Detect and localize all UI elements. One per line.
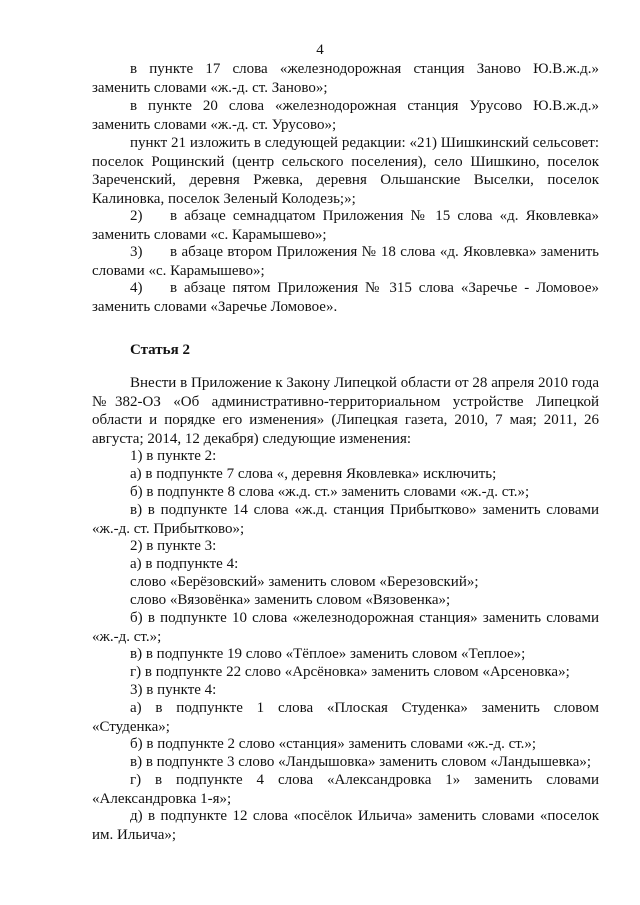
article-heading: Статья 2 xyxy=(130,342,190,358)
item-text: в абзаце втором Приложения № 18 слова «д. Яковлевка» заменить словами «с. Карамышево»; xyxy=(92,244,599,279)
list-item: а) в подпункте 1 слова «Плоская Студенка» заменить словом «Студенка»; xyxy=(92,700,599,735)
numbered-item-2 xyxy=(92,207,599,244)
page-number: 4 xyxy=(316,42,324,58)
list-item: 1) в пункте 2: xyxy=(130,448,217,464)
list-item: б) в подпункте 2 слово «станция» заменить словами «ж.-д. ст.»; xyxy=(130,736,537,752)
item-text: в абзаце пятом Приложения № 315 слова «Заречье - Ломовое» заменить словами «Заречье Ломовое». xyxy=(92,280,599,315)
list-item: 3) в пункте 4: xyxy=(130,682,217,698)
paragraph-point-20: в пункте 20 слова «железнодорожная станция Урусово Ю.В.ж.д.» заменить словами «ж.-д. ст. Урусово»; xyxy=(92,98,599,133)
paragraph-point-17: в пункте 17 слова «железнодорожная станция Заново Ю.В.ж.д.» заменить словами «ж.-д. ст. Заново»; xyxy=(92,61,599,96)
list-item: слово «Берёзовский» заменить словом «Березовский»; xyxy=(130,574,479,590)
list-item: в) в подпункте 14 слова «ж.д. станция Прибытково» заменить словами «ж.-д. ст. Прибытково»; xyxy=(92,502,599,537)
paragraph-point-21: пункт 21 изложить в следующей редакции: «21) Шишкинский сельсовет: поселок Рощинский (центр сельского поселения), село Шишкино, поселок Зареченский, деревня Ржевка, деревня Ольшанские Выселки, поселок Калиновка, поселок Зеленый Колодезь;»; xyxy=(92,135,599,207)
list-item: г) в подпункте 4 слова «Александровка 1» заменить словами «Александровка 1-я»; xyxy=(92,772,599,807)
item-text: в абзаце семнадцатом Приложения № 15 слова «д. Яковлевка» заменить словами «с. Карамышево»; xyxy=(92,208,599,243)
list-item: б) в подпункте 10 слова «железнодорожная станция» заменить словами «ж.-д. ст.»; xyxy=(92,610,599,645)
list-item: б) в подпункте 8 слова «ж.д. ст.» заменить словами «ж.-д. ст.»; xyxy=(130,484,530,500)
numbered-item-4 xyxy=(92,279,599,316)
list-item: г) в подпункте 22 слово «Арсёновка» заменить словом «Арсеновка»; xyxy=(130,664,570,680)
list-item: а) в подпункте 7 слова «, деревня Яковлевка» исключить; xyxy=(130,466,497,482)
item-number: 2) xyxy=(130,208,143,224)
article-intro: Внести в Приложение к Закону Липецкой области от 28 апреля 2010 года №382-ОЗ «Об административно-территориальном устройстве Липецкой области и порядке его изменения» (Липецкая газета, 2010, 7 мая; 2011, 26 августа; 2014, 12 декабря) следующие изменения: xyxy=(92,375,599,447)
list-item: а) в подпункте 4: xyxy=(130,556,239,572)
list-item: д) в подпункте 12 слова «посёлок Ильича» заменить словами «поселок им. Ильича»; xyxy=(92,808,599,843)
list-item: в) в подпункте 19 слово «Тёплое» заменить словом «Теплое»; xyxy=(130,646,526,662)
list-item: в) в подпункте 3 слово «Ландышовка» заменить словом «Ландышевка»; xyxy=(130,754,592,770)
list-item: слово «Вязовёнка» заменить словом «Вязовенка»; xyxy=(130,592,451,608)
list-item: 2) в пункте 3: xyxy=(130,538,217,554)
item-number: 3) xyxy=(130,244,143,260)
item-number: 4) xyxy=(130,280,143,296)
numbered-item-3 xyxy=(92,243,599,280)
